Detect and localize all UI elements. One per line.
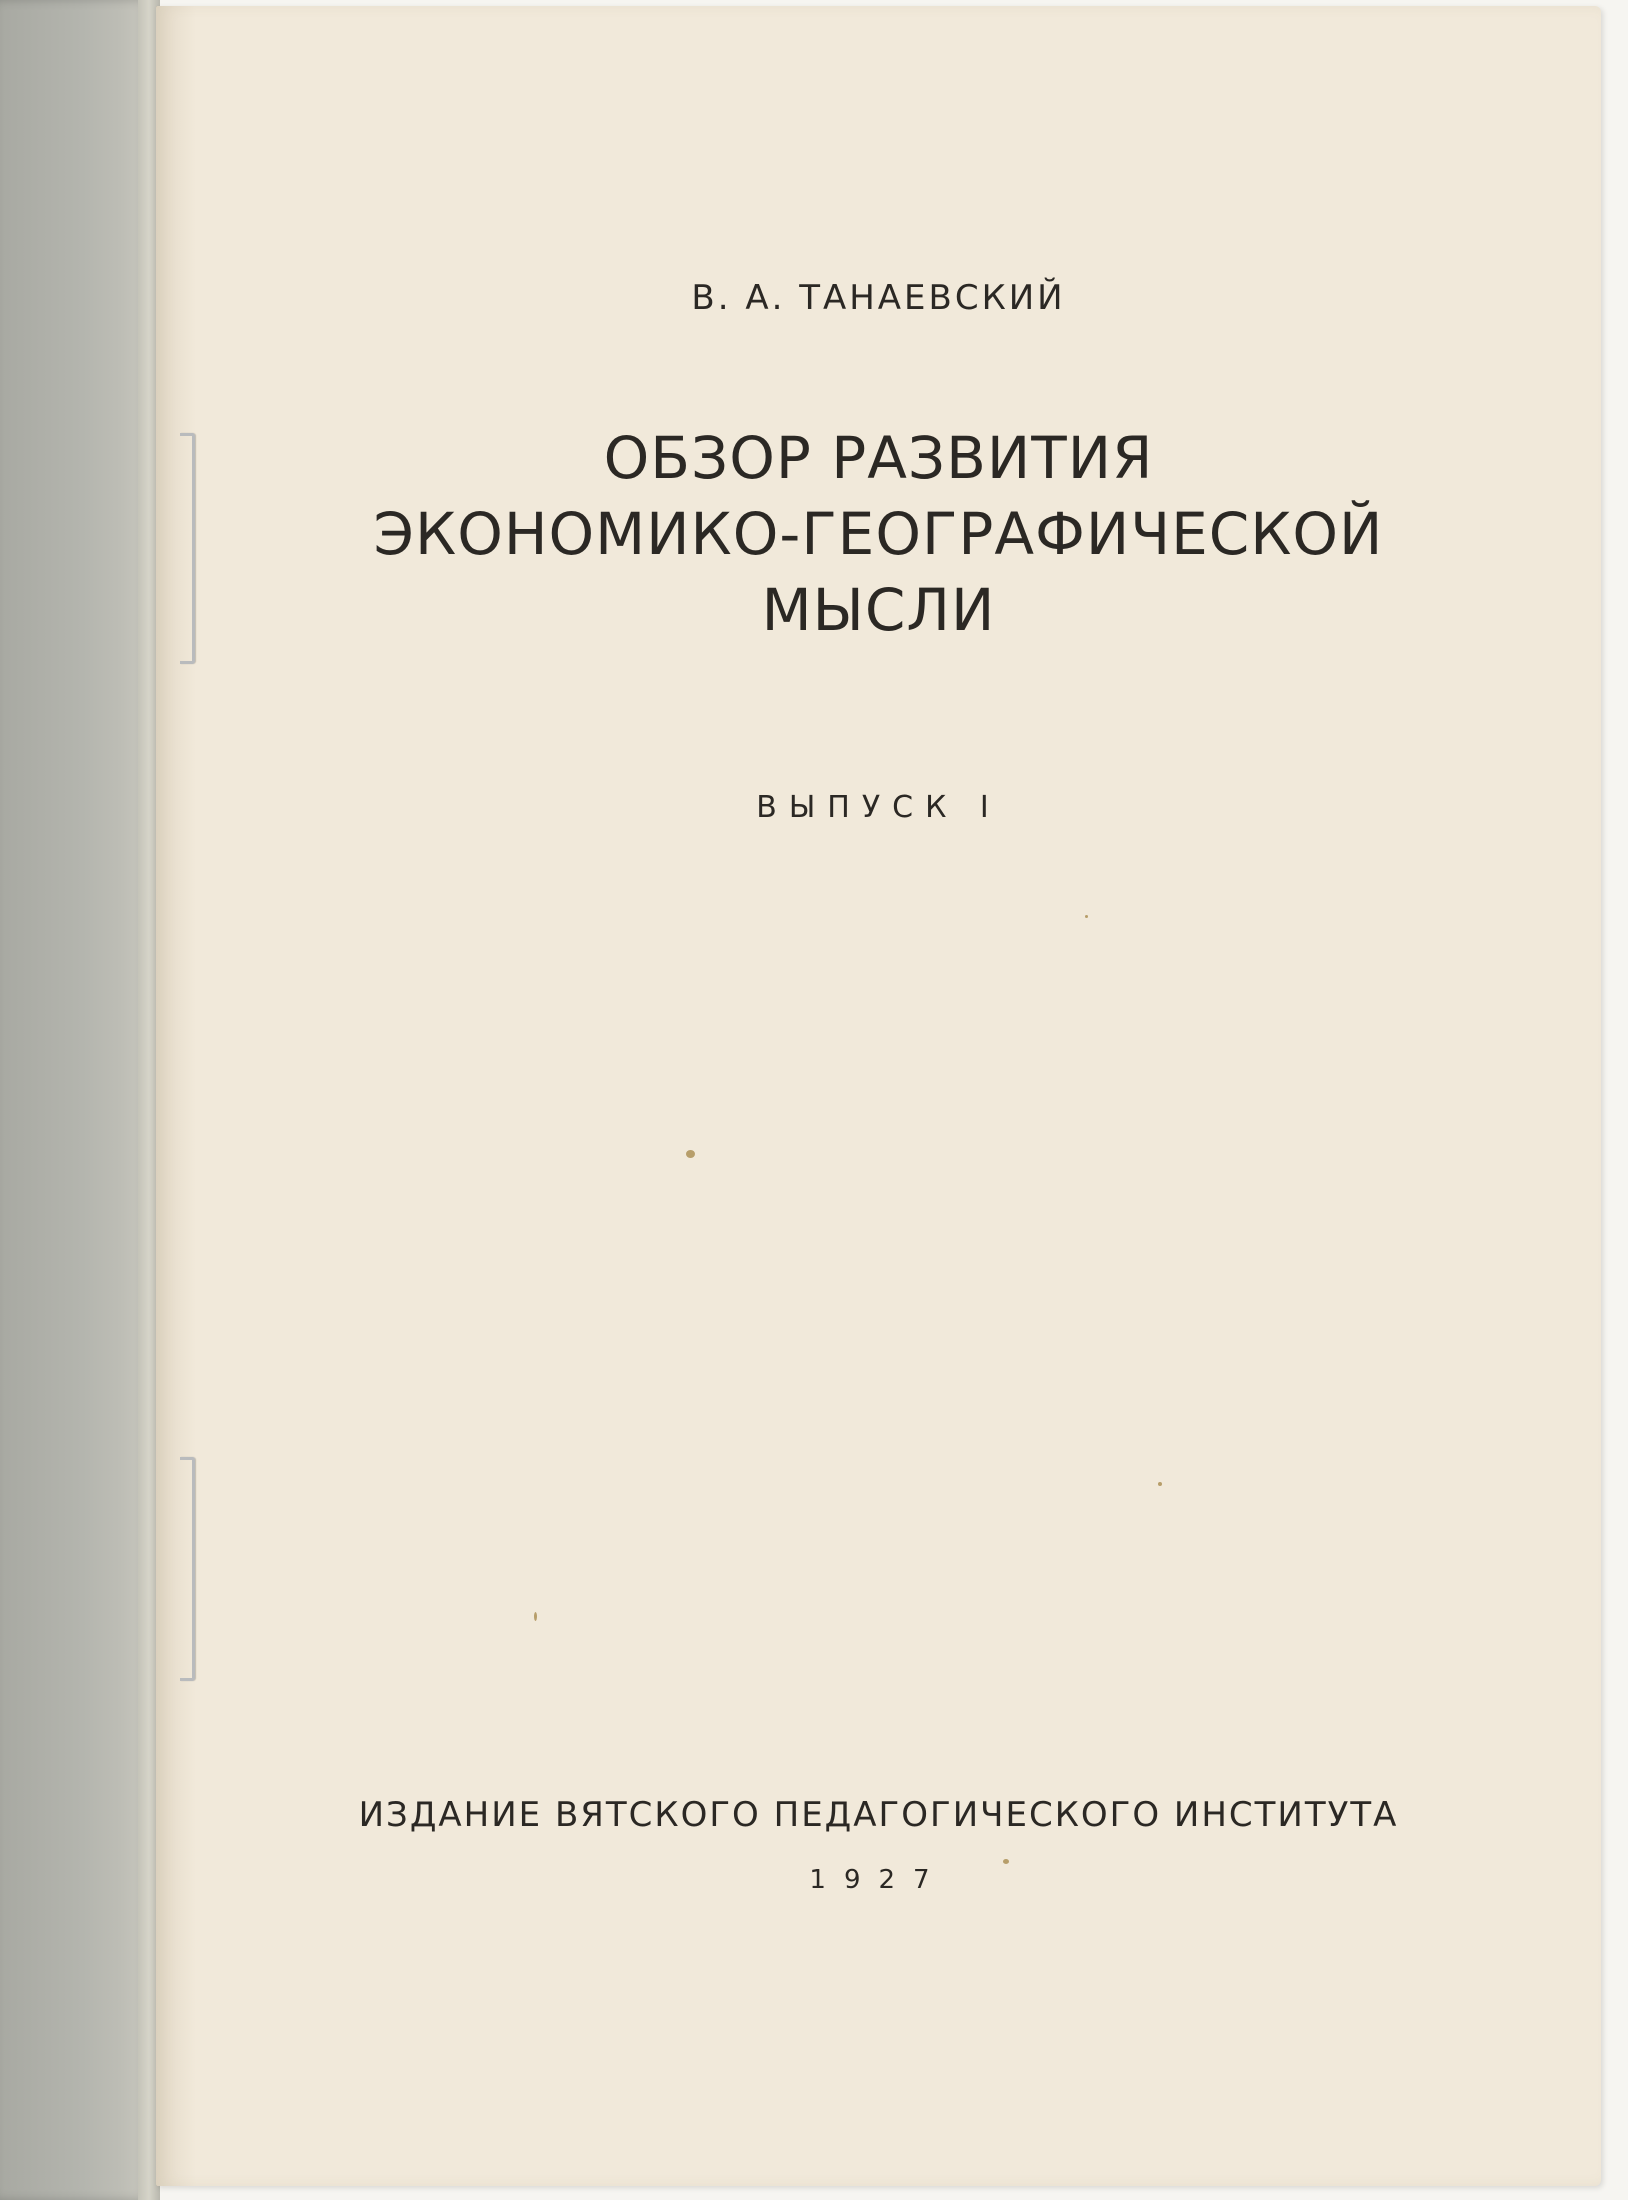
paper-speck xyxy=(534,1612,537,1621)
author-name: В. А. ТАНАЕВСКИЙ xyxy=(691,278,1066,318)
title-line-3: МЫСЛИ xyxy=(761,576,996,644)
staple-bottom xyxy=(180,1457,195,1681)
paper-speck xyxy=(1003,1859,1009,1864)
page-gutter-shadow xyxy=(156,6,196,2186)
publisher: ИЗДАНИЕ ВЯТСКОГО ПЕДАГОГИЧЕСКОГО ИНСТИТУТА xyxy=(358,1795,1399,1835)
title-line-1: ОБЗОР РАЗВИТИЯ xyxy=(603,424,1154,492)
issue-number: ВЫПУСК I xyxy=(756,790,1001,825)
publication-year: 1927 xyxy=(809,1865,948,1895)
paper-speck xyxy=(1158,1482,1162,1486)
title-page xyxy=(156,6,1601,2186)
book-title xyxy=(156,420,1601,648)
back-cover xyxy=(0,0,150,2200)
paper-speck xyxy=(686,1150,695,1158)
title-line-2: ЭКОНОМИКО-ГЕОГРАФИЧЕСКОЙ xyxy=(373,500,1384,568)
paper-speck xyxy=(1085,915,1088,918)
